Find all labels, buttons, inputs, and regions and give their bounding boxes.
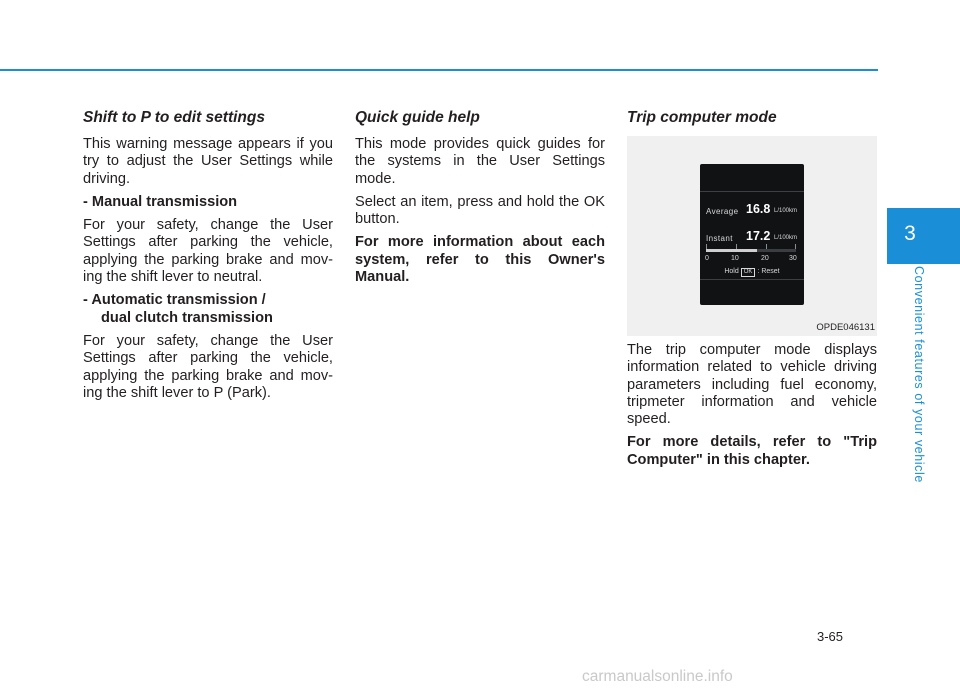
paragraph-bold: For more information about each system, refer to this Owner's Manual. bbox=[355, 234, 605, 286]
scale-label: 30 bbox=[789, 255, 797, 262]
average-label: Average bbox=[706, 207, 739, 216]
section-title-quick-guide: Quick guide help bbox=[355, 109, 480, 126]
scale-label: 0 bbox=[705, 255, 709, 262]
instant-unit: L/100km bbox=[774, 235, 798, 241]
paragraph: For your safety, change the User Settings after parking the vehicle, applying the parking brake and mov-ing the shift lever to P (Park). bbox=[83, 332, 333, 401]
scale-label: 20 bbox=[761, 255, 769, 262]
ok-button-icon: OK bbox=[741, 268, 756, 277]
column-middle bbox=[355, 109, 605, 292]
instant-value: 17.2 bbox=[746, 229, 771, 243]
cluster-display bbox=[700, 164, 804, 305]
paragraph: Select an item, press and hold the OK button. bbox=[355, 193, 605, 228]
instant-fuel-bar bbox=[706, 249, 796, 252]
divider bbox=[700, 279, 804, 280]
hold-reset-hint bbox=[700, 267, 804, 277]
subheading-manual-transmission: - Manual transmission bbox=[83, 193, 238, 210]
watermark: carmanualsonline.info bbox=[582, 668, 733, 685]
chapter-tab bbox=[887, 208, 960, 264]
scale-label: 10 bbox=[731, 255, 739, 262]
subheading-line: - Automatic transmission / bbox=[83, 292, 266, 309]
hold-label: Hold bbox=[724, 268, 739, 275]
page-number: 3-65 bbox=[817, 629, 844, 644]
instant-fuel-bar-fill bbox=[706, 249, 757, 252]
chapter-title: Convenient features of your vehicle bbox=[912, 266, 926, 483]
section-title-trip-computer: Trip computer mode bbox=[627, 109, 777, 126]
paragraph: For your safety, change the User Settings after parking the vehicle, applying the parking brake and mov-ing the shift lever to neutral. bbox=[83, 217, 333, 286]
instant-label: Instant bbox=[706, 234, 733, 243]
section-title-shift-to-p: Shift to P to edit settings bbox=[83, 109, 265, 126]
column-left bbox=[83, 109, 333, 408]
subheading-automatic-transmission bbox=[83, 292, 333, 327]
header-rule bbox=[0, 69, 878, 71]
paragraph: The trip computer mode displays information related to vehicle driving parameters including fuel economy, tripmeter information and vehicle speed. bbox=[627, 342, 877, 428]
subheading-line: dual clutch transmission bbox=[101, 309, 273, 326]
chapter-number: 3 bbox=[904, 222, 916, 245]
paragraph: This warning message appears if you try to adjust the User Settings while driving. bbox=[83, 136, 333, 187]
figure-caption: OPDE046131 bbox=[816, 322, 875, 333]
divider bbox=[700, 191, 804, 192]
trip-computer-figure bbox=[627, 136, 877, 336]
average-value: 16.8 bbox=[746, 202, 771, 216]
paragraph-bold: For more details, refer to "Trip Computer" in this chapter. bbox=[627, 434, 877, 468]
reset-label: : Reset bbox=[757, 268, 780, 275]
paragraph: This mode provides quick guides for the systems in the User Settings mode. bbox=[355, 136, 605, 187]
average-unit: L/100km bbox=[774, 208, 798, 214]
column-right bbox=[627, 109, 877, 475]
